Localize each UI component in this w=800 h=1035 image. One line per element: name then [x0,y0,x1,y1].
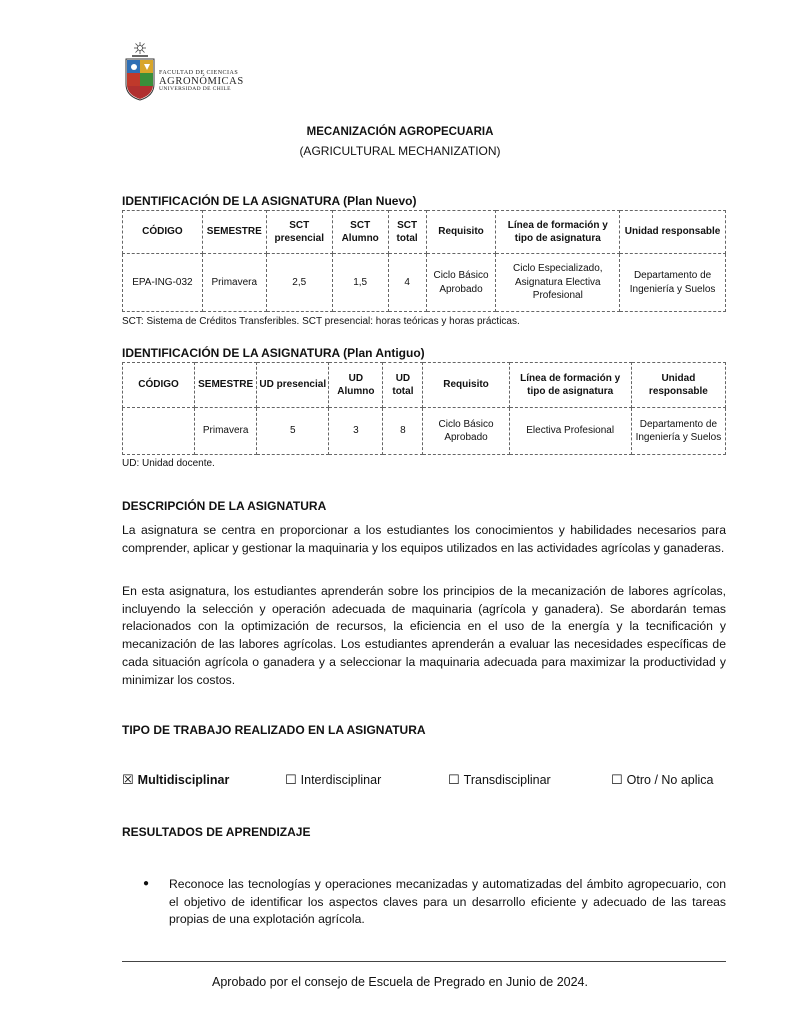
option-interdisciplinar[interactable] [285,772,381,788]
cell-sct-presencial: 2,5 [266,254,332,312]
cell-ud-presencial: 5 [257,408,329,455]
option-multidisciplinar[interactable] [122,772,229,788]
plan-nuevo-note: SCT: Sistema de Créditos Transferibles. SCT presencial: horas teóricas y horas prácticas. [122,316,520,327]
plan-antiguo-table [122,362,726,455]
header-semestre: SEMESTRE [202,211,266,254]
cell-semestre: Primavera [195,408,257,455]
cell-codigo: EPA-ING-032 [123,254,203,312]
resultados-heading: RESULTADOS DE APRENDIZAJE [122,825,311,839]
cell-requisito: Ciclo Básico Aprobado [426,254,496,312]
footer-approval: Aprobado por el consejo de Escuela de Pregrado en Junio de 2024. [212,975,588,989]
logo-line-university: UNIVERSIDAD DE CHILE [159,86,231,93]
header-unidad-responsable: Unidad responsable [631,363,725,408]
cell-sct-total: 4 [388,254,426,312]
cell-unidad-responsable: Departamento de Ingeniería y Suelos [631,408,725,455]
table-row [123,254,726,312]
header-unidad-responsable: Unidad responsable [620,211,726,254]
option-label: Otro / No aplica [626,773,714,787]
header-linea-formacion: Línea de formación y tipo de asignatura [496,211,620,254]
cell-sct-alumno: 1,5 [332,254,388,312]
table-row [123,408,726,455]
cell-ud-total: 8 [383,408,423,455]
descripcion-paragraph-1: La asignatura se centra en proporcionar a los estudiantes los conocimientos y habilidades necesarios para comprender, aplicar y gestionar la maquinaria y los equipos utilizados en las actividades agrícolas y ganaderas. [122,523,726,555]
plan-antiguo-note: UD: Unidad docente. [122,458,215,469]
bullet-icon: ● [143,878,150,889]
cell-semestre: Primavera [202,254,266,312]
checkbox-icon: ☐ [285,772,297,787]
header-semestre: SEMESTRE [195,363,257,408]
header-linea-formacion: Línea de formación y tipo de asignatura [509,363,631,408]
option-label: Interdisciplinar [300,773,382,787]
header-requisito: Requisito [426,211,496,254]
cell-linea-formacion: Electiva Profesional [509,408,631,455]
header-ud-presencial: UD presencial [257,363,329,408]
header-codigo: CÓDIGO [123,363,195,408]
cell-codigo [123,408,195,455]
list-item: Reconoce las tecnologías y operaciones mecanizadas y automatizadas del ámbito agropecuario, con el objetivo de identificar los aspectos claves para un desarrollo eficiente y adecuado de las tareas propias de una explotación agrícola. [169,877,726,927]
page-title: MECANIZACIÓN AGROPECUARIA [306,126,494,138]
header-sct-total: SCT total [388,211,426,254]
cell-requisito: Ciclo Básico Aprobado [423,408,509,455]
page-subtitle: (AGRICULTURAL MECHANIZATION) [299,144,501,158]
header-codigo: CÓDIGO [123,211,203,254]
tipo-trabajo-heading: TIPO DE TRABAJO REALIZADO EN LA ASIGNATURA [122,723,426,737]
descripcion-paragraph-2: En esta asignatura, los estudiantes aprenderán sobre los principios de la mecanización de labores agrícolas, incluyendo la selección y operación adecuada de maquinaria (agrícola y ganadera). Se abordarán temas relacionados con la optimización de recursos, la eficiencia en el uso de la energía y la tecnificación y mecanización de las labores agrícolas. Los estudiantes aprenderán a evaluar las necesidades específicas de cada situación agrícola o ganadera y a seleccionar la maquinaria adecuada para maximizar la productividad y minimizar los costos. [122,584,726,687]
plan-antiguo-heading: IDENTIFICACIÓN DE LA ASIGNATURA (Plan Antiguo) [122,346,425,360]
cell-ud-alumno: 3 [329,408,383,455]
checkbox-icon: ☐ [611,772,623,787]
plan-nuevo-heading: IDENTIFICACIÓN DE LA ASIGNATURA (Plan Nuevo) [122,194,417,208]
option-transdisciplinar[interactable] [448,772,551,788]
plan-nuevo-table [122,210,726,312]
checked-checkbox-icon: ☒ [122,772,134,787]
table-header-row [123,211,726,254]
header-sct-presencial: SCT presencial [266,211,332,254]
option-label: Transdisciplinar [463,773,551,787]
header-ud-total: UD total [383,363,423,408]
header-requisito: Requisito [423,363,509,408]
header-ud-alumno: UD Alumno [329,363,383,408]
option-otro-no-aplica[interactable] [611,772,714,788]
header-sct-alumno: SCT Alumno [332,211,388,254]
university-seal-icon [123,40,157,102]
footer-divider [122,961,726,962]
checkbox-icon: ☐ [448,772,460,787]
logo-line-agronomicas: AGRONÓMICAS [159,76,244,88]
descripcion-heading: DESCRIPCIÓN DE LA ASIGNATURA [122,499,327,513]
cell-linea-formacion: Ciclo Especializado, Asignatura Electiva Profesional [496,254,620,312]
logo-line-faculty: FACULTAD DE CIENCIAS [159,70,239,76]
cell-unidad-responsable: Departamento de Ingeniería y Suelos [620,254,726,312]
faculty-logo [123,40,244,102]
option-label: Multidisciplinar [137,773,230,787]
table-header-row [123,363,726,408]
